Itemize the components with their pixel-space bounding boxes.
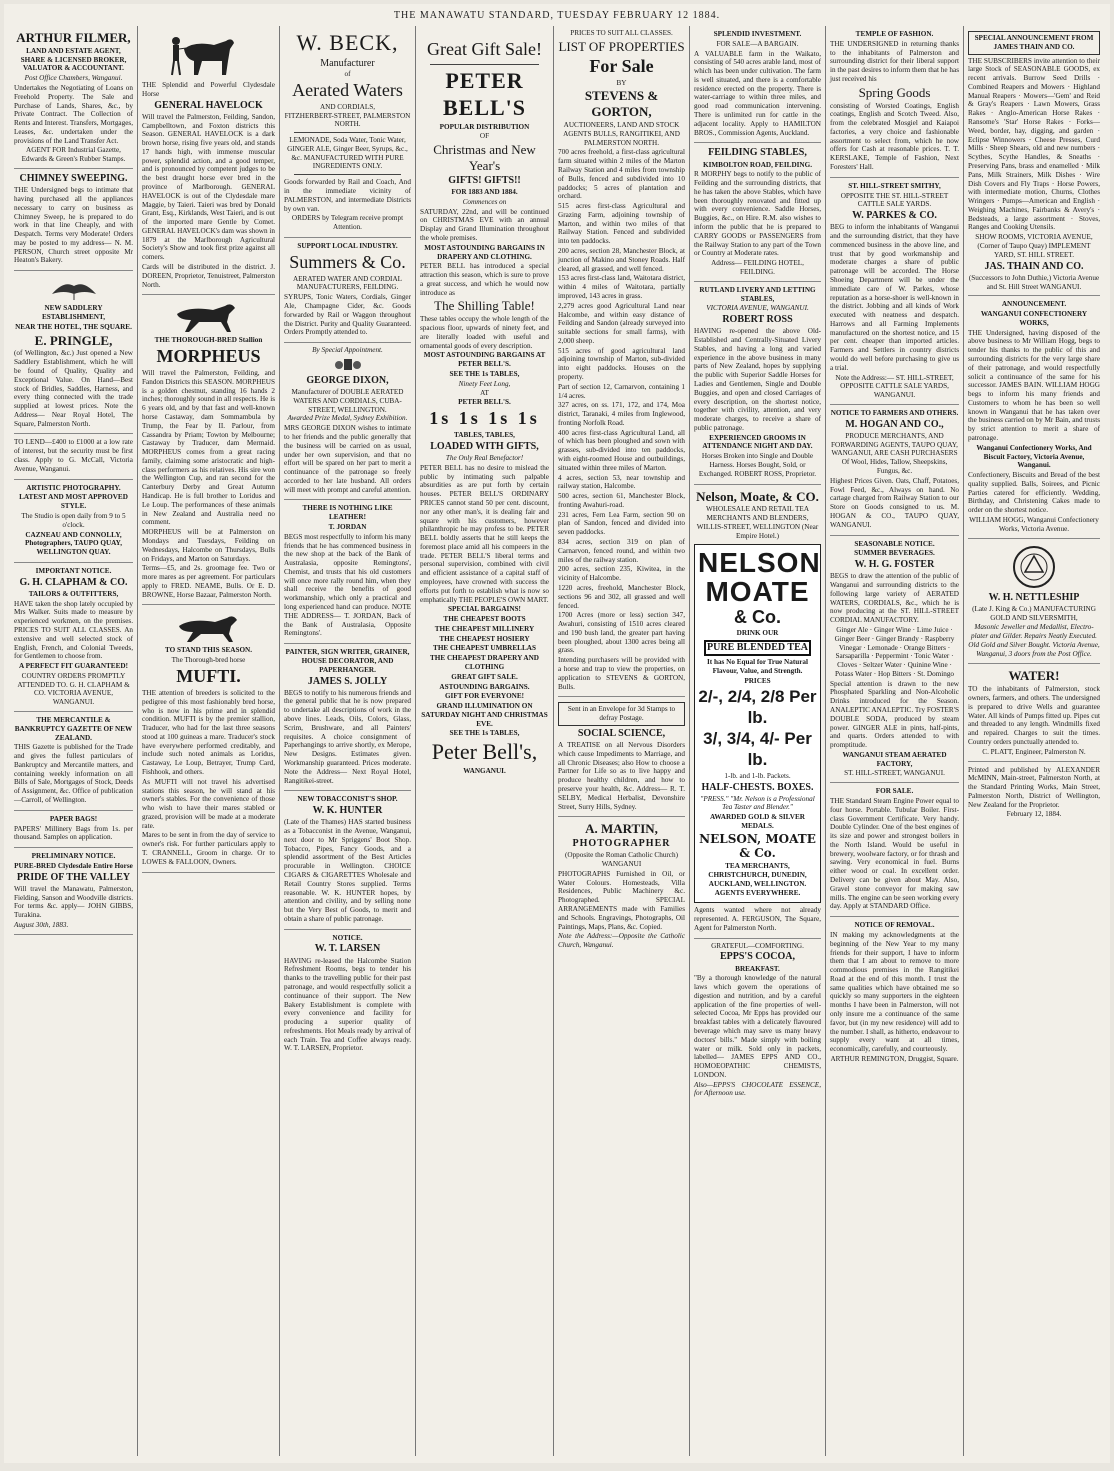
ad-delivery: Goods forwarded by Rail and Coach, And in the immediate vicinity of PALMERSTON, and intermediate Districts by own van. bbox=[284, 178, 411, 213]
ad-and: AND CORDIALS, bbox=[319, 102, 376, 111]
property-item: 1700 Acres (more or less) section 347, Awahuri, consisting of 1510 acres cleared and 190 bush land, the greater part having been ploughed, about 1300 acres being all grass. bbox=[558, 611, 685, 655]
ad-line: THE CHEAPEST MILLINERY bbox=[434, 624, 535, 633]
ad-signature: ARTHUR REMINGTON, Druggist, Square. bbox=[830, 1054, 959, 1063]
ad-title: GENERAL HAVELOCK bbox=[154, 99, 263, 111]
ad-body: "By a thorough knowledge of the natural laws which govern the operations of digestion and nutrition, and by a careful application of the fine properties of well-selected Cocoa, Mr Epps has provided our breakfast tables with a delicately flavoured beverage which may save us many heavy doctors' bills." Made simply with boiling water or milk. Sold only in packets, labelled— JAMES EPPS AND CO., HOMOEOPATHIC CHEMISTS, LONDON. bbox=[694, 974, 821, 1079]
ad-guarantee: A PERFECT FIT GUARANTEED! bbox=[19, 662, 128, 671]
ad-address: VICTORIA AVENUE, WANGANUI. bbox=[706, 304, 809, 313]
ad-loaded: LOADED WITH GIFTS, bbox=[430, 440, 539, 452]
ad-body: A VALUABLE farm in the Waikato, consisting of 540 acres arable land, most of which has been under cultivation. The farm is well situated, and there is a comfortable residence erected on the property. There is water-carriage to within three miles, and good road communication intervening. There is unlimited run for cattle in the adjacent locality. Apply to HAMILTON BROS., Commission Agents, Auckland. bbox=[694, 49, 821, 137]
ad-hogg bbox=[968, 296, 1100, 538]
ad-investment bbox=[694, 26, 821, 143]
ad-line: THE CHEAPEST UMBRELLAS bbox=[433, 644, 536, 653]
ad-subtitle: FOR SALE—A BARGAIN. bbox=[716, 39, 799, 48]
ad-heading: NOTICE TO FARMERS AND OTHERS. bbox=[830, 408, 959, 417]
ad-hunter bbox=[284, 791, 411, 929]
ad-subtitle: The Thorough-bred horse bbox=[171, 656, 246, 665]
ad-intro: THE Splendid and Powerful Clydesdale Horse bbox=[142, 81, 275, 98]
ad-heading: SUPPORT LOCAL INDUSTRY. bbox=[297, 241, 398, 250]
property-item: 400 acres first-class Agricultural Land, all of which has been ploughed and sown with grasses, sub-divided into ten paddocks, with eight-roomed House and outbuildings, situated within three miles of Marton. bbox=[558, 428, 685, 472]
column-7 bbox=[826, 26, 964, 1456]
newspaper-page bbox=[4, 4, 1110, 1463]
drink-our: DRINK OUR bbox=[736, 629, 779, 638]
ad-clapham bbox=[14, 563, 133, 712]
logo-line-3: & Co. bbox=[734, 606, 781, 627]
ad-title: T. JORDAN bbox=[328, 523, 367, 532]
property-item: 327 acres, on ss. 171, 172, and 174, Moa district, Taranaki, 4 miles from Inglewood, fronting Norfolk Road. bbox=[558, 401, 685, 427]
column-5 bbox=[554, 26, 690, 1456]
ad-dixon bbox=[284, 343, 411, 500]
ad-headline: Great Gift Sale! bbox=[427, 39, 542, 59]
ad-chimney-sweep bbox=[14, 169, 133, 271]
ad-title: SOCIAL SCIENCE, bbox=[577, 727, 666, 739]
property-item: 2,279 acres good Agricultural Land near Halcombe, and within easy distance of Feilding and Sandon (already surveyed into suitable sections for small farms), with 2,000 sheep. bbox=[558, 301, 685, 345]
ad-intro: PETER BELL has introduced a special attraction this season, which is sure to prove a great success, and which he would now introduce as bbox=[420, 262, 549, 297]
racehorse-illustration-icon bbox=[169, 300, 249, 334]
ad-tables: TABLES, TABLES, bbox=[454, 431, 515, 440]
ad-body: TO LEND—£400 to £1000 at a low rate of interest, but the security must be first class. Apply to G. McCall, Victoria Avenue, Wanganui. bbox=[14, 438, 133, 473]
ad-orders: ORDERS by Telegram receive prompt Attention. bbox=[291, 214, 404, 232]
ad-see-tables: SEE THE 1s TABLES, bbox=[449, 370, 520, 378]
ad-social-science bbox=[558, 697, 685, 817]
ad-footer: Intending purchasers will be provided with a horse and trap to view the properties, on application to STEVENS & GORTON, Bulls. bbox=[558, 656, 685, 691]
ad-epps-cocoa bbox=[694, 939, 821, 1104]
ad-title: Nelson, Moate, & CO. bbox=[696, 488, 819, 504]
ad-body: MRS GEORGE DIXON wishes to intimate to her friends and the public generally that the business will be carried on as usual, under her own supervision, and that no effort will be spared on her part to merit a continuance of the patronage so freely accorded to her late husband. All orders will meet with prompt and careful attention. bbox=[284, 424, 411, 494]
imprint-date: February 12, 1884. bbox=[1006, 810, 1062, 819]
ad-peter: PETER BELL'S. bbox=[458, 398, 511, 407]
ad-only: The Only Real Benefactor! bbox=[445, 454, 524, 463]
ad-title: PETER BELL'S bbox=[442, 67, 527, 120]
ad-parkes bbox=[830, 178, 959, 405]
property-item: 834 acres, section 319 on plan of Carnarvon, fenced round, and within two miles of the railway station. bbox=[558, 538, 685, 564]
ad-title: NEW SADDLERY ESTABLISHMENT, bbox=[41, 304, 106, 322]
price-line-2: 3/, 3/4, 4/- Per lb. bbox=[703, 729, 812, 769]
ad-goods: Spring Goods bbox=[858, 84, 931, 100]
ad-body: HAVE taken the shop lately occupied by Mrs Walker. Suits made to measure by experienced workmen, on the premises. PRICES TO SUIT ALL CLASSES. An extensive and well selected stock of English, French, and Colonial Tweeds, for Gentlemen to choose from. bbox=[14, 599, 133, 661]
ad-body: HAVING re-leased the Halcombe Station Refreshment Rooms, begs to tender his thanks to the travelling public for their past patronage, and would respectfully solicit a continuance of their support. The New Bakery Establishment is complete with every convenience and facility for producing a superior quality of refreshments. Hot Meals ready by arrival of each Train. Tea and Coffee always ready. W. T. LARSEN, Proprietor. bbox=[284, 956, 411, 1053]
property-item: 231 acres, Fern Lea Farm, section 90 on plan of Sandon, fenced and divided into seven paddocks. bbox=[558, 510, 685, 537]
ad-body: Special attention is drawn to the new Phosphated Sparkling and Non-Alcoholic Drinks introduced for the Season. ANALEPTIC ANALEPTIC. Try FOSTER'S DOUBLE SODA, produced by steam power. GINGER ALE in pints, half-pints, and quarts. Orders attended to with promptitude. bbox=[830, 679, 959, 750]
pure-blended-tea: PURE BLENDED TEA bbox=[704, 640, 811, 656]
ad-martin bbox=[558, 817, 685, 955]
ad-trade: PHOTOGRAPHER bbox=[572, 838, 671, 850]
ad-body: (Late of the Thames) HAS started business as a Tobacconist in the Avenue, Wanganui, next door to Mr Spriggens' Boot Shop. Tobacco, Pipes, Fancy Goods, and a splendid assortment of the Best Articles procurable in Wellington. CHOICE CIGARS & CIGARETTES Wholesale and Retail Country Stores supplied. Terms reasonable. W. K. HUNTER hopes, by attention and civility, and by selling none but the Very Best of Goods, to merit and obtain a share of public patronage. bbox=[284, 818, 411, 923]
imprint-text: Printed and published by ALEXANDER McMINN, Main-street, Palmerston North, at the Standard Printing Works, Main Street, Palmerston North, District of Wellington, New Zealand for the Proprietor. bbox=[968, 765, 1100, 809]
ad-body: consisting of Worsted Coatings, English coatings, English and Scotch Tweed. Also, from the celebrated Mosgiel and Kaiapoi factories, a very choice and fashionable assortment to select from, which he now offers for Cash at reasonable prices. T. T. KERSLAKE, Temple of Fashion, Next Foresters' Hall. bbox=[830, 101, 959, 172]
ad-heading: THERE IS NOTHING LIKE LEATHER! bbox=[302, 504, 393, 522]
ad-body: SYRUPS, Tonic Waters, Cordials, Ginger Ale, Champagne Cider, &c. Goods forwarded by Rail or Waggon throughout the District. Purity and Quality Guaranteed. Orders Promptly attended to. bbox=[284, 293, 411, 337]
ad-body: THE attention of breeders is solicited to the pedigree of this most fashionably bred horse, who is now in his prime and in splendid condition. MUFTI is by the premier stallion, Traducer, who had for the last three seasons stood at 100 guineas a mare. Traducer's stock have everywhere performed creditably, and include such noted animals as Loridus, Castaway, Le Loup, Betrayer, Trump Card, Fishhook, and others. bbox=[142, 688, 275, 776]
ad-heading: IMPORTANT NOTICE. bbox=[35, 566, 112, 575]
ad-footer: Agents wanted where not already represented. A. FERGUSON, The Square, Agent for Palmerston North. bbox=[694, 906, 821, 932]
brand-name: NELSON, MOATE & Co. bbox=[699, 831, 816, 861]
ad-list: Ginger Ale · Ginger Wine · Lime Juice · Ginger Beer · Ginger Brandy · Raspberry Vinegar · Lemonade · Orange Bitters · Sarsaparilla · Peppermint · Tonic Water · Cloves · Seltzer Water · Quinine Wine · Potass Water · Hop Bitters · St. Domingo bbox=[834, 625, 955, 678]
ad-line: THE CHEAPEST DRAPERY AND CLOTHING bbox=[430, 654, 539, 672]
ad-title: G. H. CLAPHAM & CO. bbox=[19, 576, 128, 588]
ad-signature: WILLIAM HOGG, Wanganui Confectionery Works, Victoria Avenue. bbox=[969, 516, 1099, 533]
ad-body: Highest Prices Given. Oats, Chaff, Potatoes, Fowl Feed, &c., Always on hand. No cartage charged from Railway Station to our Store on Goods consigned to us. M. HOGAN & CO., TAUPO QUAY, WANGANUI. bbox=[830, 476, 959, 529]
ad-by: BY bbox=[616, 78, 627, 87]
ad-title: RUTLAND LIVERY AND LETTING STABLES, bbox=[699, 285, 816, 303]
property-item: 1220 acres, freehold, Manchester Block, sections 96 and 302, all grassed and well fenced. bbox=[558, 583, 685, 610]
ad-title: GEORGE DIXON, bbox=[306, 374, 389, 386]
ad-years: FOR 1883 AND 1884. bbox=[451, 188, 518, 197]
ad-heading: GRATEFUL—COMFORTING. bbox=[711, 941, 804, 950]
ad-body: SATURDAY, 22nd, and will be continued on CHRISTMAS EVE with an annual Display and Grand Illumination throughout the whole premises. bbox=[420, 207, 549, 242]
property-item: 200 acres, section 28, Manchester Block, at junction of Makino and Stoney Roads. Half cleared, all grassed, and well fenced. bbox=[558, 247, 685, 273]
ad-title: M. HOGAN AND CO., bbox=[845, 418, 944, 430]
ad-larsen bbox=[284, 930, 411, 1059]
ad-nelson-moate bbox=[694, 485, 821, 939]
ad-body: THE Undersigned begs to intimate that having purchased all the appliances necessary to carry on business as Chimney Sweep, he is prepared to do work in that line Cheaply, and with Despatch. Terms very Moderate! Orders may be posted to my address— N. M. PERSON, Church street opposite Mr Heaton's Bakery. bbox=[14, 186, 133, 265]
ad-body: IN making my acknowledgments at the beginning of the New Year to my many friends for their support, I have to inform them that I am about to remove to more commodious premises in the Rangitikei Road at the end of this month. I trust the same qualities which have obtained me so quickly so many supporters in the eighteen months I have been in Palmerston, will not only insure me a continuance of the same favor, but (in my new residence) will add to the number. I shall, as hitherto, endeavour to supply every want at all times, economically, carefully, and courteously. bbox=[830, 930, 959, 1054]
ad-line: THE CHEAPEST HOSIERY bbox=[439, 634, 530, 643]
ad-heading: NEW TOBACCONIST'S SHOP. bbox=[297, 795, 398, 804]
ad-subtitle: LAND AND ESTATE AGENT, SHARE & LICENSED BROKER, VALUATOR & ACCOUNTANT. bbox=[20, 46, 127, 73]
ad-title: TEMPLE OF FASHION. bbox=[855, 30, 934, 38]
ad-address: Note the Address:— ST. HILL-STREET, OPPOSITE CATTLE SALE YARDS, WANGANUI. bbox=[835, 373, 954, 400]
ad-thain bbox=[968, 26, 1100, 296]
ad-date: August 30th, 1883. bbox=[14, 921, 69, 929]
chests: HALF-CHESTS. BOXES. bbox=[701, 781, 814, 793]
ad-subtitle: AERATED WATER AND CORDIAL MANUFACTURERS, FEILDING. bbox=[292, 274, 403, 292]
ad-title: A. MARTIN, bbox=[585, 821, 658, 837]
ad-shillings: 1s 1s 1s 1s bbox=[429, 408, 540, 429]
ad-body: (of Wellington, &c.) Just opened a New Saddlery Establishment, which he will be found of Quality, Quality and Exceptional Value. On Hand—Best stock of Bridles, Saddles, Harness, and every thing connected with the trade supplied at lowest prices. Note the Address— Near Royal Hotel, The Square, Palmerston North. bbox=[14, 349, 133, 428]
property-item: Part of section 12, Carnarvon, containing 1 1/4 acres. bbox=[558, 382, 685, 400]
ad-body: BEGS to notify to his numerous friends and the general public that he is now prepared to undertake all descriptions of work in the above lines. Leads, Oils, Colors, Glass, Scrim, Brushware, and all Painters' requisites. A choice consignment of Paperhangings to arrive shortly, ex Merope, New Designs. Estimates given. Workmanship guaranteed. Prices moderate. Note the Address— Next Royal Hotel, Rangitikei-street. bbox=[284, 688, 411, 785]
ad-line: GREAT GIFT SALE. bbox=[451, 672, 518, 681]
ad-loan bbox=[14, 434, 133, 479]
ad-gifts: GIFTS! GIFTS!! bbox=[448, 174, 521, 186]
ad-body: BEGS most respectfully to inform his many friends that he has commenced business in the new shop at the back of the Bank of Australasia, opposite Remingtons', Chemist, and trusts that his old customers will once more rally round him, when they shall receive the benefits of good workmanship, which only a practical and long experienced hand can produce. NOTE THE ADDRESS— T. JORDAN, Back of the Bank of Australasia, Opposite Remingtons'. bbox=[284, 532, 411, 638]
ad-temple-of-fashion bbox=[830, 26, 959, 178]
ad-factory: WANGANUI STEAM AERATED FACTORY, bbox=[842, 750, 947, 768]
ad-body: Masonic Jeweller and Medallist, Electro-plater and Gilder. Repairs Neatly Executed. Old Gold and Silver Bought. Victoria Avenue, Wanganui, 3 doors from the Post Office. bbox=[968, 623, 1100, 658]
ad-body: THIS Gazette is published for the Trade and gives the fullest particulars of Bankruptcy and Mercantile matters, and containing weekly information on all Bills of Sale, Mortgages of Stock, Deeds of Assignment, &c. Office of publication—Carroll, of Wellington. bbox=[14, 743, 133, 804]
ad-body: BEG to inform the inhabitants of Wanganui and the surrounding district, that they have commenced business in the above line, and trust that by good workmanship and moderate charges a share of public patronage will be accorded. The Horse Shoeing Department will be under the immediate care of W. Parkes, whose reputation as a horse-shoer is well-known in the district. Jobbing and all kinds of Work executed with neatness and despatch. Harrows and all Farming Implements manufactured on the shortest notice, and 15 per cent. cheaper than imported articles. Farmers and Settlers in country districts would do well before purchasing to give us a trial. bbox=[830, 223, 959, 372]
prices-heading: PRICES bbox=[744, 677, 771, 685]
ad-list: LEMONADE, Soda Water, Tonic Water, GINGER ALE, Ginger Beer, Syrups, &c., &c. MANUFACTURED WITH PURE INGREDIENTS ONLY. bbox=[287, 136, 408, 171]
property-item: 4 acres, section 53, near township and railway station, Halcombe. bbox=[558, 473, 685, 491]
ad-title: WATER! bbox=[1008, 668, 1060, 684]
ad-schedule: MORPHEUS will be at Palmerston on Mondays and Tuesdays, Feilding on Wednesdays, Halcombe on Thursdays, Bulls on Fridays, and Marton on Saturdays. bbox=[142, 528, 275, 563]
royal-coat-of-arms-icon bbox=[333, 357, 363, 373]
ad-subtitle: KIMBOLTON ROAD, FEILDING. bbox=[702, 160, 813, 169]
ad-body: THE Standard Steam Engine Power equal to four horse. Portable. Tubular Boiler. First-class Government Certificate. Very handy. Double Cylinder. One of the best engines of its size and power and strongest boilers in the North Island. Would be useful in brewery, woolware factory, or for thrash and sawing. Very economical in fuel. Burns either wood or coal. In excellent order. Delivery can be given about May. Also, Gravel stone conveyor for making saw mills. The engine can be seen working every day. Apply at STANDARD Office. bbox=[830, 797, 959, 911]
ad-body: These tables occupy the whole length of the spacious floor, upwards of ninety feet, and are literally loaded with useful and ornamental goods of every description. bbox=[420, 315, 549, 350]
ad-mufti bbox=[142, 605, 275, 872]
ad-heading: SEASONABLE NOTICE. bbox=[854, 539, 935, 548]
ad-address: ST. HILL-STREET, WANGANUI. bbox=[844, 769, 945, 778]
ad-filmer bbox=[14, 26, 133, 169]
towns: TEA MERCHANTS, CHRISTCHURCH, DUNEDIN, AUCKLAND, WELLINGTON. bbox=[708, 862, 807, 888]
ad-body: Will travel the Palmerston, Feilding, Sandon, Campbelltown, and Foxton districts this Season. GENERAL HAVELOCK is a dark brown horse, rising five years old, and stands 17 hands high, with immense muscular power, splendid action, and a good temper, and is pronounced by competent judges to be the best draught horse ever bred in the province of Marlborough. GENERAL HAVELOCK is out of the Clydesdale mare Maggie, by Taieri. Taieri was bred by Donald Grant, Esq., Kirklands, West Taieri, and is out of the imported mare Gentle by Comet. GENERAL HAVELOCK's dam was shown in 1879 at the Marlborough Agricultural Society's Show and took first prize against all comers. bbox=[142, 112, 275, 262]
ad-title: EPPS'S COCOA, bbox=[719, 951, 795, 963]
ad-beck bbox=[284, 26, 411, 238]
ad-hogan bbox=[830, 405, 959, 536]
press-quote: "PRESS." "Mr. Nelson is a Professional Tea Taster and Blender." bbox=[700, 794, 815, 812]
ad-commences: Commences on bbox=[462, 197, 507, 206]
ad-title: W. BECK, bbox=[296, 30, 399, 55]
ad-heading: PRICES TO SUIT ALL CLASSES. bbox=[570, 29, 673, 37]
ad-contact: Mares to be sent in from the day of service to owner's risk. For further particulars apply to T. CRANNELL, Groom in charge. Or to LOWES & FALLOON, Owners. bbox=[142, 831, 275, 866]
ad-body: PHOTOGRAPHS Furnished in Oil, or Water Colours. Homesteads, Villa Residences, Public Machinery &c. Photographed. SPECIAL ARRANGEMENTS made with Families and Schools. Engravings, Photographs, Oil Paintings, Maps, Plans, &c. Copied. bbox=[558, 869, 685, 931]
ad-intro: THE THOROUGH-BRED Stallion bbox=[154, 336, 263, 345]
ad-line: SEE THE 1s TABLES, bbox=[449, 729, 520, 738]
ad-address: Post Office Chambers, Wanganui. bbox=[24, 74, 123, 83]
ad-title: MUFTI. bbox=[176, 665, 241, 686]
ad-footer: Horses Broken into Single and Double Harness. Horses Bought, Sold, or Exchanged. ROBERT ROSS, Proprietor. bbox=[698, 452, 817, 478]
ad-appointment: By Special Appointment. bbox=[312, 346, 383, 355]
ad-body: The Studio is open daily from 9 to 5 o'clock. bbox=[21, 511, 126, 529]
ad-title: Summers & Co. bbox=[289, 251, 406, 272]
ad-jolly bbox=[284, 644, 411, 791]
ad-of: of bbox=[344, 70, 351, 79]
property-item: 200 acres, section 235, Kiwitea, in the vicinity of Halcombe. bbox=[558, 565, 685, 583]
ad-season: Christmas and New Year's bbox=[433, 142, 536, 174]
ad-body: BEGS to draw the attention of the public of Wanganui and surrounding districts to the following large variety of AERATED WATERS, CORDIALS, &c., which he is now producing at the ST. HILL-STREET CORDIAL MANUFACTORY. bbox=[830, 572, 959, 625]
column-1 bbox=[10, 26, 138, 1456]
ad-title: FEILDING STABLES, bbox=[708, 147, 807, 159]
ad-line: GIFT FOR EVERYONE! bbox=[444, 692, 525, 701]
ad-title: W. H. NETTLESHIP bbox=[988, 591, 1080, 603]
ad-successors: (Successors to John Duthie,) Victoria Avenue and St. Hill Street WANGANUI. bbox=[968, 273, 1100, 291]
ad-paper-bags bbox=[14, 811, 133, 848]
ad-line: ASTOUNDING BARGAINS. bbox=[439, 682, 530, 691]
ad-body: THE Undersigned, having disposed of the above business to Mr William Hogg, begs to tender his thanks to the public of this and surrounding districts for the very large share of their patronage, and would respectfully solicit a continuance of the same for his successor. JAMES BAIN. WILLIAM HOGG begs to inform his many friends and Customers to whom he has been so well known in Wanganui that he has taken over the business carried on by Mr Bain, and trusts by strict attention to merit a share of patronage. bbox=[968, 328, 1100, 442]
ad-saddlery bbox=[14, 271, 133, 434]
ad-body: Will travel the Palmerston, Feilding, and Fandon Districts this SEASON. MORPHEUS is a golden chestnut, standing 16 hands 2 inches; thoroughly sound in all respects. He is 6 years old, and by that fast and well-known horse Castaway, dam Sommambula by Trump, the Fear by II. Parlour, from Cassandra by Priam; Towton by Melbourne; Castaway by Traducer, dam Mermaid. MORPHEUS comes from a great racing family, claiming some aristocratic and high-class performers as his relatives. His sire won the Wellington Cup, and ran second for the Canterbury Derby and Great Autumn Handicap. He is full brother to Loridus and Le Loup. The performances of these animals in New Zealand and Australia need no comment. bbox=[142, 369, 275, 527]
ad-feilding-stables bbox=[694, 143, 821, 281]
price-line-1: 2/-, 2/4, 2/8 Per lb. bbox=[698, 686, 817, 727]
ad-shilling-table: The Shilling Table! bbox=[434, 298, 535, 314]
ad-forsale: For Sale bbox=[589, 55, 654, 76]
ad-body: HAVING re-opened the above Old-Established and Centrally-Situated Livery Stables, and having a long and varied experience in the above business in many parts of New Zealand, hopes by supplying the public with Superior Saddle Horses for Ladies and Gentlemen, Single and Double Buggies, and open and closed Carriages of every description, on the shortest notice, together with civility, attention, and very moderate charges, to receive a share of public patronage. bbox=[694, 327, 821, 432]
ad-ross bbox=[694, 282, 821, 485]
ad-subtitle: POPULAR DISTRIBUTION bbox=[439, 122, 530, 131]
property-item: 153 acres first-class land, Waitotara district, within 4 miles of Waitotara, partially improved, 143 acres in grass. bbox=[558, 274, 685, 300]
ad-heading: PRELIMINARY NOTICE. bbox=[31, 852, 116, 861]
ad-grooms: EXPERIENCED GROOMS IN ATTENDANCE NIGHT AND DAY. bbox=[702, 433, 813, 451]
ad-title: W. K. HUNTER bbox=[312, 805, 383, 817]
ad-subtitle: BREAKFAST. bbox=[735, 964, 780, 973]
column-6 bbox=[690, 26, 826, 1456]
column-8 bbox=[964, 26, 1104, 1456]
ad-title: LIST OF PROPERTIES bbox=[558, 38, 685, 54]
ad-foster bbox=[830, 536, 959, 784]
ad-footer: Peter Bell's, bbox=[431, 739, 538, 765]
ad-heading: ANNOUNCEMENT. bbox=[1001, 300, 1067, 309]
logo-line-1: NELSON bbox=[698, 546, 821, 578]
ad-length: Ninety Feet Long, bbox=[458, 379, 511, 388]
ad-signature: JAS. THAIN AND CO. bbox=[984, 260, 1084, 272]
ad-peter-bell bbox=[420, 26, 549, 781]
ad-name: W. H. G. FOSTER bbox=[854, 559, 935, 571]
ad-title: SPECIAL ANNOUNCEMENT FROM JAMES THAIN AND CO. bbox=[968, 31, 1100, 55]
ad-title: ARTISTIC PHOTOGRAPHY. bbox=[26, 483, 121, 492]
imprint bbox=[968, 762, 1100, 820]
ad-gazette bbox=[14, 712, 133, 811]
ad-title: MORPHEUS bbox=[156, 346, 261, 367]
ad-clydesdale bbox=[14, 848, 133, 935]
column-3 bbox=[280, 26, 416, 1456]
ad-title: THE MERCANTILE & BANKRUPTCY GAZETTE OF NEW ZEALAND. bbox=[14, 715, 133, 742]
ad-body: PETER BELL has no desire to mislead the public by intimating such palpable absurdities as are put forth by certain houses. PETER BELL'S ORDINARY PRICES cannot stand 50 per cent. discount, nor any other man's, it is dealing fair and square with his customers, however philanthropic he may profess to be. PETER BELL boldly asserts that he still keeps the foremost place amid all his compeers in the trade. PETER BELL'S liberal terms and personal supervision, combined with civil and efficient assistance of a capital staff of employees, have crowned with success the efforts put forth to establish what is now so emphatically THE PEOPLE'S OWN MART. bbox=[420, 463, 549, 604]
ad-firm: CAZNEAU AND CONNOLLY, Photographers, TAUPO QUAY, WELLINGTON QUAY. bbox=[24, 530, 123, 557]
ad-bargains: MOST ASTOUNDING BARGAINS AT PETER BELL'S. bbox=[423, 351, 546, 369]
ad-body: THE UNDERSIGNED in returning thanks to the inhabitants of Palmerston and surrounding district for their liberal support in the past desires to inform them that he has just received his bbox=[830, 39, 959, 83]
no-equal: It has No Equal for True Natural Flavour, Value, and Strength. bbox=[706, 658, 809, 676]
ad-subtitle: SUMMER BEVERAGES. bbox=[854, 549, 935, 558]
ad-body: TO the inhabitants of Palmerston, stock owners, farmers, and others. The undersigned is prepared to drive Wells and guarantee Water. All kinds of Pumps fitted up. Pipes cut and threaded to any length. Windmills fixed and repaired. Charges to suit the times. Country orders punctually attended to. bbox=[968, 685, 1100, 747]
ad-town: WANGANUI. bbox=[463, 767, 506, 776]
ad-line: GRAND ILLUMINATION ON SATURDAY NIGHT AND CHRISTMAS EVE. bbox=[421, 702, 548, 728]
property-item: 500 acres, section 61, Manchester Block, fronting Awahuri-road. bbox=[558, 492, 685, 509]
ad-subtitle: LATEST AND MOST APPROVED STYLE. bbox=[19, 493, 128, 511]
ad-body: THE SUBSCRIBERS invite attention to their large Stock of SEASONABLE GOODS, ex recent arrivals. Burrow Seed Drills · Combined Reapers and Mowers · Highland Manual Reapers · Mowers—'Gem' and Reid & Gray's Reapers · Lawn Mowers, Grass Rakes · Anglo-American Horse Rakes · Ransome's 'Star' Horse Rakes · Forks—Weed, border, hay, digging, and garden · Eclipse Winnowers · Cheese Presses, Curd Mills · Sheep Shears, old and new numbers · Scythes, Scythe Handles, & Sneaths · Preserving Pans, brass and enamelled · Milk Pans, Milk Strainers, Milk Dishes · Wire Dish Covers and Fly Traps · Horse Powers, with intermediate motion, Churns, Clothes Wringers · Pumps—American and English · Weighing Machines, Fairbanks & Avery's · Bedsteads, a large assortment · Stoves, Ranges and Cooking Utensils. bbox=[968, 56, 1100, 232]
ad-special: SPECIAL BARGAINS! bbox=[448, 605, 521, 614]
ad-name: E. PRINGLE, bbox=[34, 332, 113, 348]
ad-terms: As MUFTI will not travel his advertised stations this season, he will stand at his owner's stables. For the convenience of those who wish to have their mares stabled or grazed, provision will be made at a moderate rate. bbox=[142, 777, 275, 830]
horse-with-groom-illustration-icon bbox=[164, 31, 254, 79]
ad-nettleship bbox=[968, 539, 1100, 665]
ad-body: A TREATISE on all Nervous Disorders which cause Impediments to Marriage, and all Chronic Diseases; also How to choose a Partner for Life so as to live happy and produce healthy children, and how to preserve your health, &c. Address— R. T. SELBY, Medical Herbalist, Devonshire Street, Surry Hills, Sydney. bbox=[558, 741, 685, 811]
ad-terms: Terms—£5, and 2s. groomage fee. Two or more mares as per agreement. For particulars apply to FRED. NEAME, Bulls. Or E. D. BROWNE, Horse Bazaar, Palmerston North. bbox=[142, 564, 275, 599]
ad-signature: C. PLATT, Engineer, Palmerston N. bbox=[982, 747, 1086, 756]
ad-address: FITZHERBERT-STREET, PALMERSTON NORTH. bbox=[284, 111, 411, 129]
ad-title: WANGANUI CONFECTIONERY WORKS, bbox=[980, 310, 1088, 327]
ad-subtitle: (Late J. King & Co.) MANUFACTURING GOLD AND SILVERSMITH, bbox=[972, 604, 1096, 622]
ad-jordan bbox=[284, 500, 411, 644]
ad-title: CHIMNEY SWEEPING. bbox=[19, 173, 128, 185]
ad-subtitle: PURE-BRED Clydesdale Entire Horse bbox=[14, 861, 133, 870]
ad-title: PAPER BAGS! bbox=[49, 814, 98, 823]
ad-at: AT bbox=[480, 388, 489, 397]
ad-removal bbox=[830, 917, 959, 1069]
ad-engine-sale bbox=[830, 783, 959, 917]
ad-name: W. PARKES & CO. bbox=[852, 210, 937, 222]
ad-works: Wanganui Confectionery Works, And Biscuit Factory, Victoria Avenue, Wanganui. bbox=[976, 443, 1092, 470]
column-container bbox=[10, 26, 1104, 1456]
ad-address: (Opposite the Roman Catholic Church) WANGANUI bbox=[565, 851, 678, 869]
masthead: THE MANAWATU STANDARD, TUESDAY FEBRUARY 12 1884. bbox=[393, 10, 721, 21]
ad-subtitle: OPPOSITE THE ST. HILL-STREET CATTLE SALE YARDS. bbox=[840, 191, 949, 209]
ad-award: Awarded Prize Medal, Sydney Exhibition. bbox=[287, 414, 408, 423]
ad-agent: AGENT FOR Industrial Gazette, Edwards & Green's Rubber Stamps. bbox=[21, 146, 126, 164]
masonic-seal-illustration-icon bbox=[1011, 544, 1057, 590]
ad-stamps: Sent in an Envelope for 3d Stamps to defray Postage. bbox=[558, 702, 685, 726]
logo-line-2: MOATE bbox=[705, 575, 810, 607]
saddle-illustration-icon bbox=[44, 276, 104, 302]
ad-footer: COUNTRY ORDERS PROMPTLY ATTENDED TO. G. H. CLAPHAM & CO. VICTORIA AVENUE, WANGANUI. bbox=[17, 671, 130, 707]
property-item: 700 acres freehold, a first-class agricultural farm situated within 2 miles of the Marton Railway Station and 4 miles from township of Bulls, fenced and subdivided into 10 paddocks; 5 acres of plantation and orchard. bbox=[558, 148, 685, 201]
stallion-illustration-icon bbox=[169, 610, 249, 644]
ad-body: Will travel the Manawatu, Palmerston, Fielding, Sanson and Woodville districts. For terms &c. apply— JOHN GIBBS, Turakina. bbox=[14, 884, 133, 920]
ad-title: NOTICE OF REMOVAL. bbox=[854, 921, 935, 930]
ad-intro: TO STAND THIS SEASON. bbox=[164, 646, 253, 655]
ad-stevens-gorton bbox=[558, 26, 685, 697]
ad-body: PAPERS' Millinery Bags from 1s. per thousand. Samples on application. bbox=[14, 824, 133, 842]
ad-morpheus bbox=[142, 295, 275, 605]
ad-subtitle: WHOLESALE AND RETAIL TEA MERCHANTS AND BLENDERS, WILLIS-STREET, WELLINGTON (Near Empire Hotel.) bbox=[696, 505, 819, 540]
ad-title: PRIDE OF THE VALLEY bbox=[16, 871, 131, 883]
ad-note: Note the Address:—Opposite the Catholic Church, Wanganui. bbox=[558, 932, 685, 950]
ad-title: ST. HILL-STREET SMITHY, bbox=[848, 181, 941, 190]
ad-of: OF bbox=[479, 132, 490, 141]
ad-water bbox=[968, 664, 1100, 761]
property-item: 515 acres of good agricultural land adjoining township of Marton, sub-divided into eight paddocks. Houses on the property. bbox=[558, 346, 685, 381]
ad-subtitle: AUCTIONEERS, LAND AND STOCK AGENTS BULLS, RANGITIKEI, AND PALMERSTON NORTH. bbox=[563, 121, 680, 147]
ad-footer: Also—EPPS'S CHOCOLATE ESSENCE, for Afternoon use. bbox=[694, 1080, 821, 1098]
ad-title: SPLENDID INVESTMENT. bbox=[713, 30, 802, 38]
ad-subtitle: Manufacturer of DOUBLE AERATED WATERS AND CORDIALS, CUBA-STREET, WELLINGTON. bbox=[291, 388, 404, 414]
ad-firm: STEVENS & GORTON, bbox=[584, 88, 659, 120]
ad-title: W. T. LARSEN bbox=[314, 943, 381, 955]
ad-subtitle: Manufacturer bbox=[320, 57, 375, 69]
ad-body: R MORPHY begs to notify to the public of Feilding and the surrounding districts, that he has taken the above Stables, which have been thoroughly renovated and fitted up with every convenience. Saddle Horses, Buggies, &c., on Hire. R.M. also wishes to inform the public that he is prepared to CARRY GOODS or PASSENGERS from the Railway Station to any part of the Town or Country at Moderate rates. bbox=[694, 170, 821, 258]
ad-title: FOR SALE. bbox=[875, 787, 914, 796]
ad-bargains: MOST ASTOUNDING BARGAINS IN DRAPERY AND CLOTHING. bbox=[424, 243, 545, 261]
ad-heading: NOTICE. bbox=[332, 933, 363, 942]
ad-heading: PAINTER, SIGN WRITER, GRAINER, HOUSE DECORATOR, AND PAPERHANGER. bbox=[285, 648, 410, 674]
ad-line: THE CHEAPEST BOOTS bbox=[443, 615, 526, 624]
ad-name: ROBERT ROSS bbox=[722, 314, 793, 326]
column-4 bbox=[416, 26, 554, 1456]
medals: AWARDED GOLD & SILVER MEDALS. bbox=[710, 813, 805, 831]
property-item: 515 acres first-class Agricultural and Grazing Farm, adjoining township of Marton, and within two miles of that Railway Station. Fenced and subdivided into ten paddocks. bbox=[558, 202, 685, 246]
ad-footer: Cards will be distributed in the district. J. DOREEN, Proprietor, Tenuistreet, Palmerston North. bbox=[142, 263, 275, 289]
ad-rooms: SHOW ROOMS, VICTORIA AVENUE, (Corner of Taupo Quay) IMPLEMENT YARD, ST. HILL STREET. bbox=[975, 233, 1093, 259]
ad-subtitle: PRODUCE MERCHANTS, AND FORWARDING AGENTS, TAUPO QUAY, WANGANUI, ARE CASH PURCHASERS Of Wool, Hides, Tallow, Sheepskins, Fungus, &c. bbox=[831, 431, 958, 476]
ad-subtitle: TAILORS & OUTFITTERS, bbox=[28, 589, 119, 598]
packets: 1-lb. and 1-lb. Packets. bbox=[724, 771, 791, 780]
ad-subtitle: NEAR THE HOTEL, THE SQUARE. bbox=[15, 322, 132, 331]
ad-title: JAMES S. JOLLY bbox=[307, 675, 388, 687]
column-2 bbox=[138, 26, 280, 1456]
ad-product: Aerated Waters bbox=[292, 79, 403, 100]
ad-body: Undertakes the Negotiating of Loans on Freehold Property. The Sale and Purchase of Lands, Shares, &c., by Private Contract. The Collection of Rents and Interest. Transfers, Mortgages, Leases, &c. undertaken under the provisions of the Land Transfer Act. bbox=[14, 83, 133, 145]
ad-summers bbox=[284, 238, 411, 343]
ad-address: Address— FEILDING HOTEL, FEILDING. bbox=[711, 259, 804, 276]
ad-havelock bbox=[142, 26, 275, 295]
tea-advert-box bbox=[694, 544, 821, 904]
agents-everywhere: AGENTS EVERYWHERE. bbox=[714, 889, 801, 898]
ad-title: ARTHUR FILMER, bbox=[16, 30, 131, 45]
ad-photography bbox=[14, 480, 133, 563]
ad-body: Confectionery, Biscuits and Bread of the best quality supplied. Balls, Soirees, and Picnic Parties catered for efficiently. Wedding, Birthday, and Christening Cakes made to order on the shortest notice. bbox=[968, 471, 1100, 515]
